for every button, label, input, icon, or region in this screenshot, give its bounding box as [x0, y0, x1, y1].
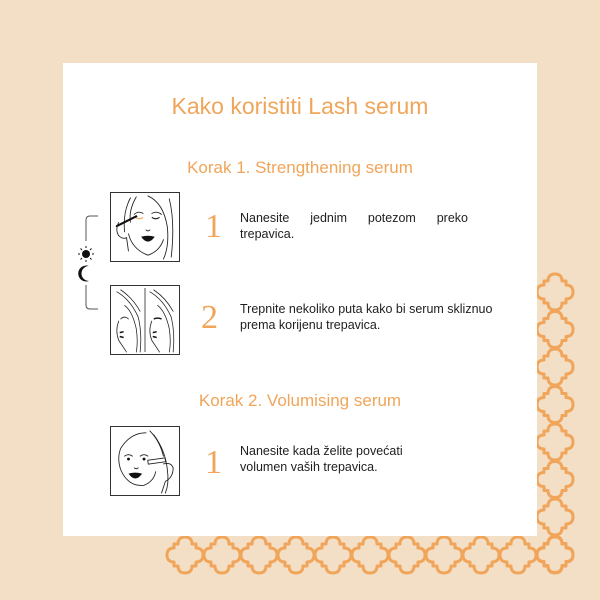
step-description: Trepnite nekoliko puta kako bi serum skliznuo prema korijenu trepavica.	[240, 302, 493, 332]
quatrefoil-border-right	[535, 272, 575, 576]
quatrefoil-border-bottom	[165, 535, 575, 575]
sun-icon	[78, 246, 94, 262]
day-night-timeline	[76, 215, 106, 335]
page-title: Kako koristiti Lash serum	[171, 93, 429, 119]
step-number: 1	[205, 208, 222, 245]
step-description: Nanesite jednim potezom preko trepavica.	[240, 211, 468, 241]
step-number: 1	[205, 444, 222, 481]
moon-icon	[78, 266, 89, 282]
instruction-card	[63, 63, 537, 536]
illustration-blinking	[110, 285, 180, 355]
illustration-volumising-serum	[110, 426, 180, 496]
step-2-heading: Korak 2. Volumising serum	[198, 391, 402, 410]
step-1-heading: Korak 1. Strengthening serum	[187, 158, 413, 177]
step-number: 2	[201, 299, 218, 336]
illustration-applying-serum	[110, 192, 180, 262]
step-description: Nanesite kada želite povećati volumen vaših trepavica.	[240, 444, 403, 474]
